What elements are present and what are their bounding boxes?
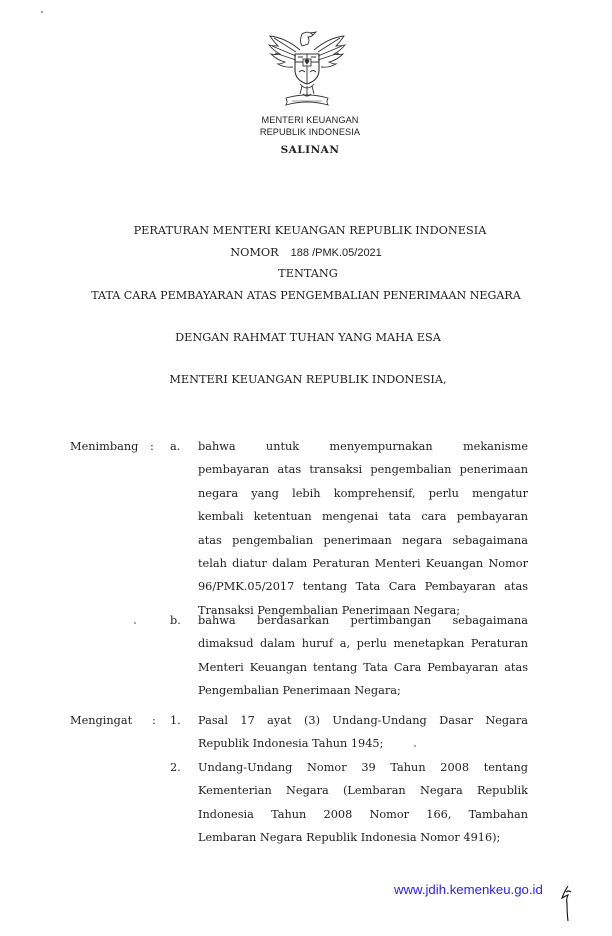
text-line: Indonesia Tahun 2008 Nomor 166, Tambahan [198, 807, 528, 821]
item-marker-1: 1. [170, 714, 181, 727]
text-line: telah diatur dalam Peraturan Menteri Keuangan Nomor [198, 557, 528, 571]
header-org-line2: REPUBLIK INDONESIA [259, 127, 361, 137]
garuda-emblem-icon [262, 28, 352, 110]
text-line: Kementerian Negara (Lembaran Negara Republik [198, 784, 528, 798]
mengingat-item-1 [198, 709, 528, 756]
header-org-line1: MENTERI KEUANGAN [261, 115, 359, 125]
text-line: 96/PMK.05/2017 tentang Tata Cara Pembayaran atas [198, 580, 528, 594]
jdih-website-link[interactable]: www.jdih.kemenkeu.go.id [394, 882, 543, 897]
item-marker-b: b. [170, 614, 181, 627]
number-label: NOMOR [230, 246, 279, 259]
menimbang-colon: : [150, 440, 154, 453]
text-line: Pengembalian Penerimaan Negara; [198, 684, 401, 698]
mengingat-colon: : [152, 714, 156, 727]
menimbang-label: Menimbang [70, 440, 139, 453]
regulation-subject: TATA CARA PEMBAYARAN ATAS PENGEMBALIAN PENERIMAAN NEGARA [91, 289, 521, 302]
issuer: MENTERI KEUANGAN REPUBLIK INDONESIA, [169, 373, 447, 386]
text-line: Undang-Undang Nomor 39 Tahun 2008 tentang [198, 761, 528, 774]
text-line: Republik Indonesia Tahun 1945; [198, 737, 384, 751]
mengingat-item-2 [198, 756, 528, 850]
text-line: Transaksi Pengembalian Penerimaan Negara; [198, 603, 461, 617]
text-line: bahwa berdasarkan pertimbangan sebagaimana [198, 614, 528, 627]
text-line: Menteri Keuangan tentang Tata Cara Pembayaran atas [198, 660, 528, 674]
paraf-signature-icon [560, 884, 574, 924]
menimbang-item-b [198, 609, 528, 703]
item-marker-2: 2. [170, 761, 181, 774]
text-line: dimaksud dalam huruf a, perlu menetapkan Peraturan [198, 637, 528, 651]
menimbang-item-a [198, 435, 528, 622]
text-line: Lembaran Negara Republik Indonesia Nomor 4916); [198, 831, 501, 845]
scan-speck [41, 11, 43, 13]
mengingat-label: Mengingat [70, 714, 133, 727]
copy-label: SALINAN [280, 144, 340, 156]
text-line: bahwa untuk menyempurnakan mekanisme [198, 440, 528, 453]
text-line: Pasal 17 ayat (3) Undang-Undang Dasar Negara [198, 714, 528, 727]
text-line: pembayaran atas transaksi pengembalian penerimaan [198, 463, 528, 477]
scan-speck [414, 745, 416, 747]
regulation-title: PERATURAN MENTERI KEUANGAN REPUBLIK INDONESIA [133, 224, 487, 237]
text-line: kembali ketentuan mengenai tata cara pembayaran [198, 510, 528, 524]
invocation: DENGAN RAHMAT TUHAN YANG MAHA ESA [175, 331, 441, 344]
regulation-number [0, 246, 612, 259]
scan-speck [134, 622, 136, 624]
text-line: negara yang lebih komprehensif, perlu mengatur [198, 486, 528, 500]
text-line: atas pengembalian penerimaan negara sebagaimana [198, 533, 528, 547]
number-value: 188 /PMK.05/2021 [290, 247, 382, 259]
regulation-tentang: TENTANG [278, 267, 338, 280]
item-marker-a: a. [170, 440, 181, 453]
